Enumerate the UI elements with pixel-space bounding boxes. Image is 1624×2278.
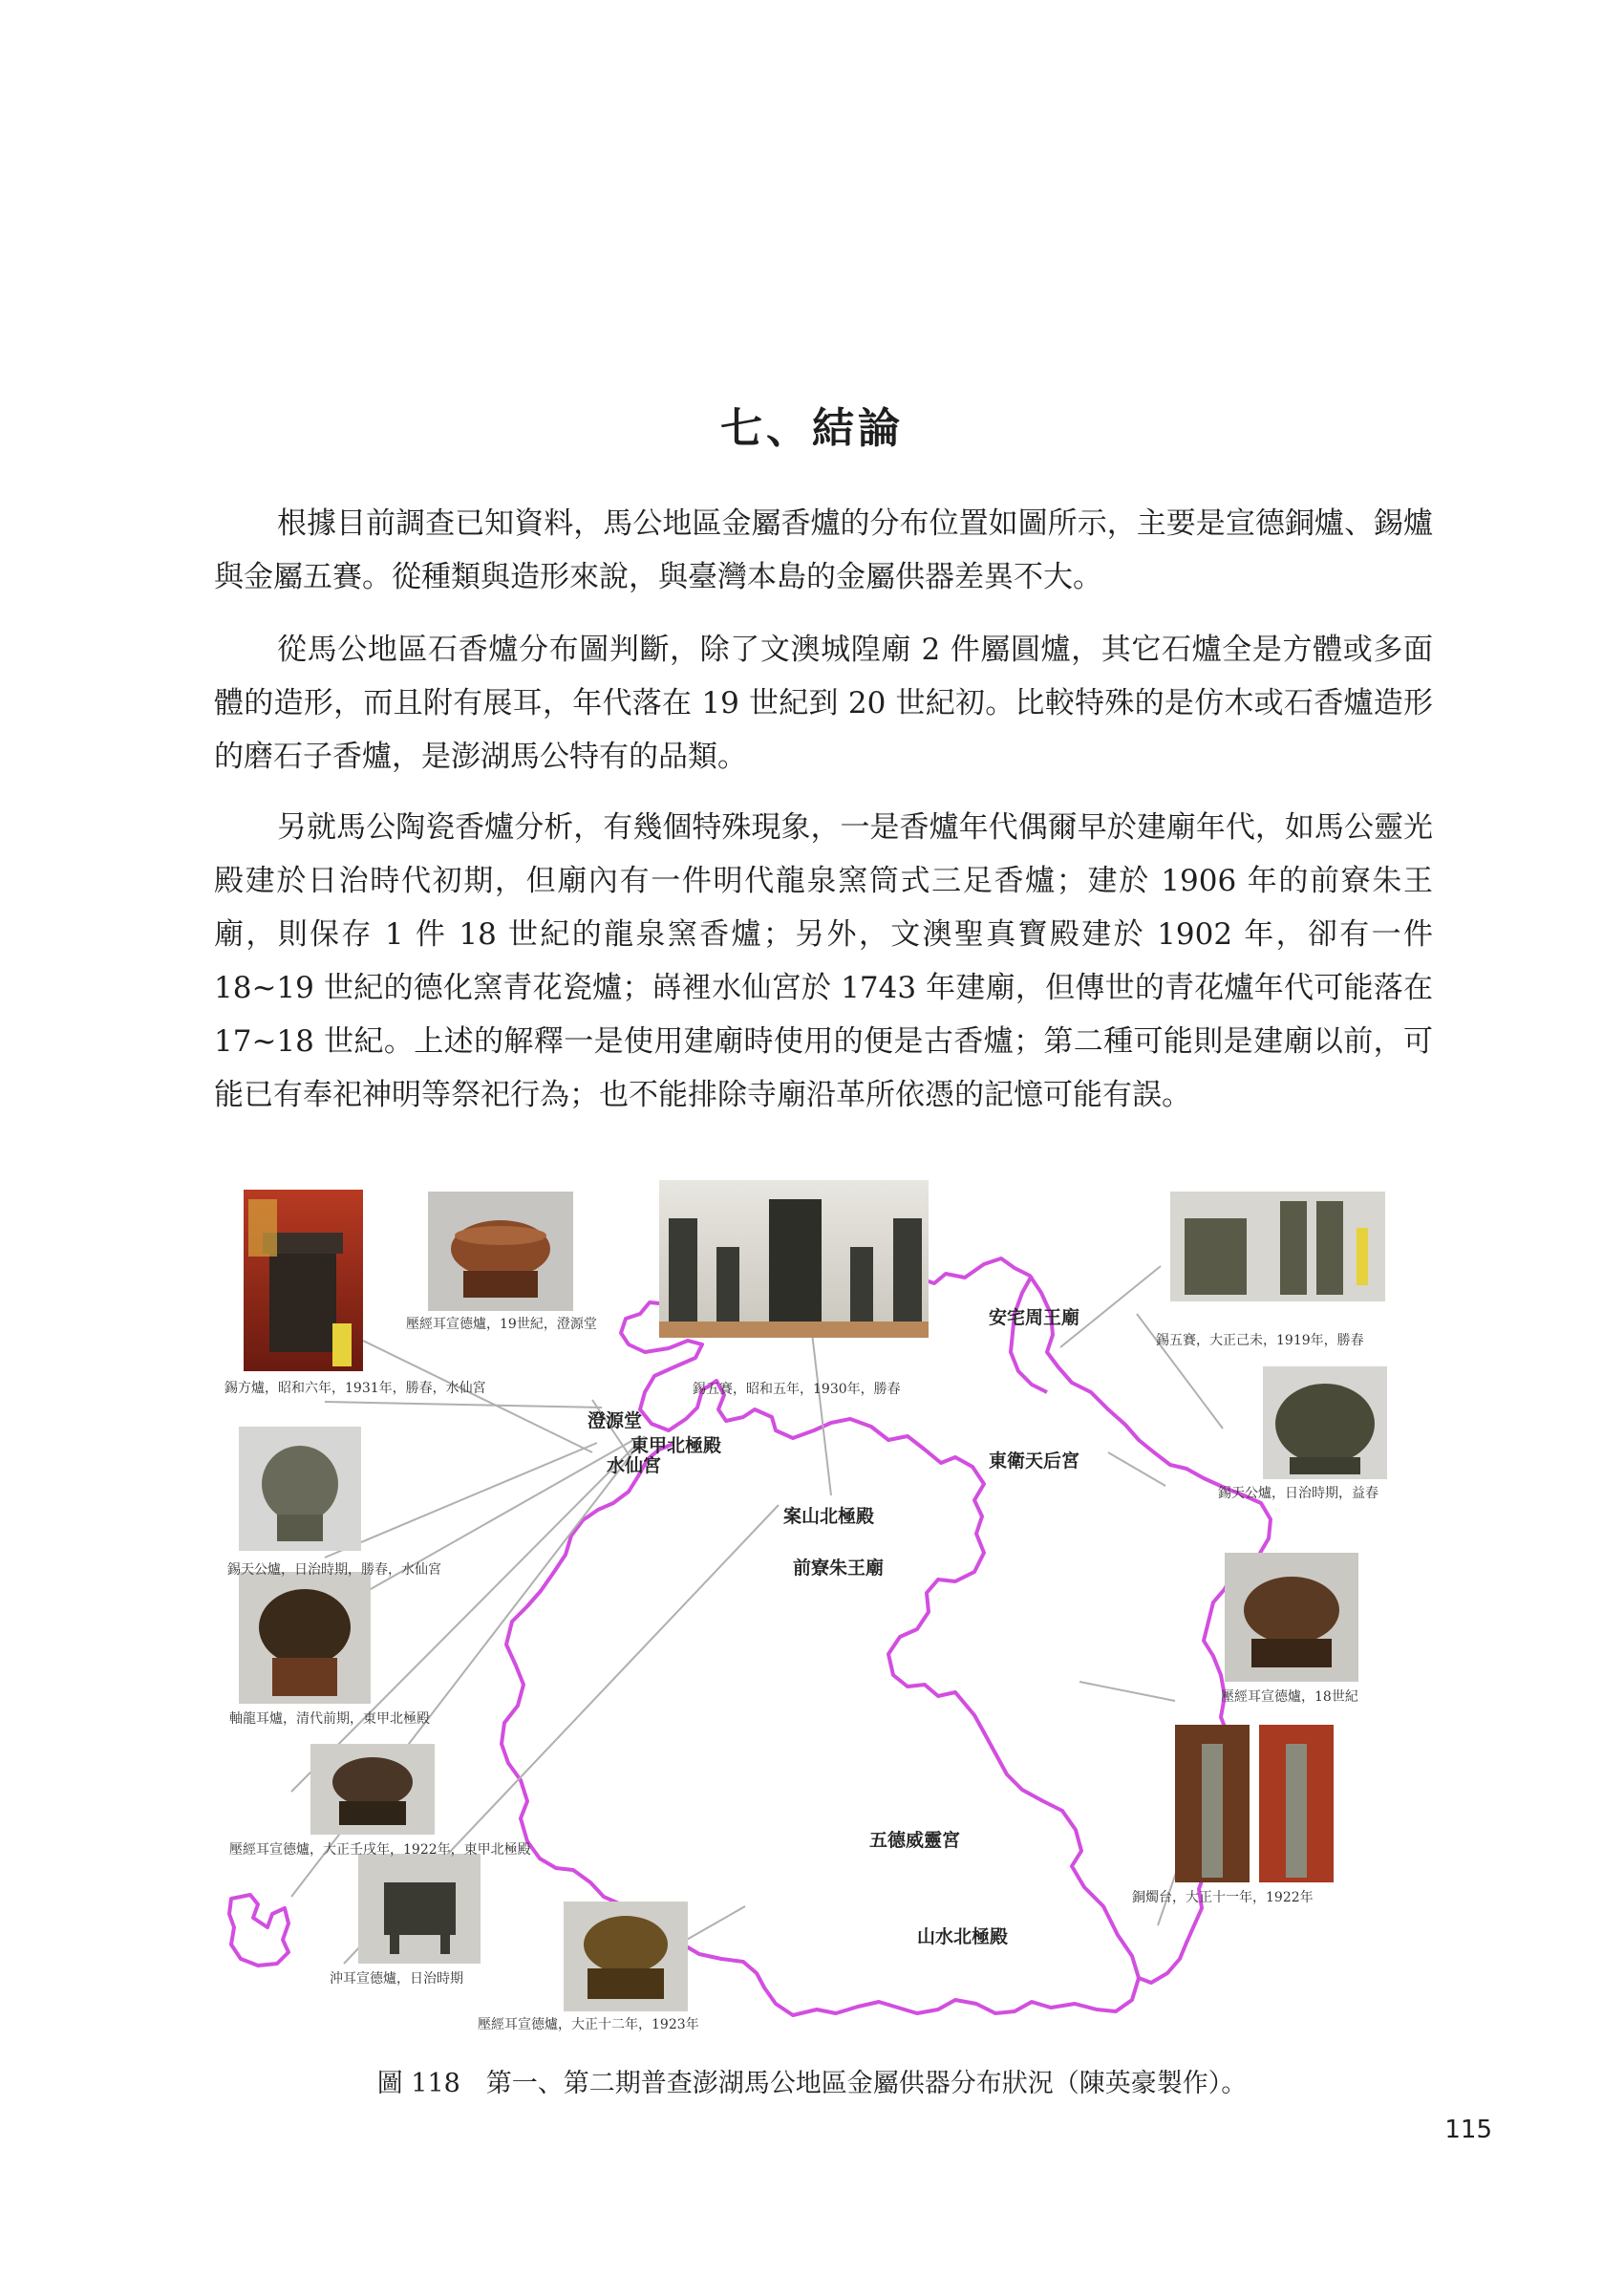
figure-caption: 圖 118 第一、第二期普查澎湖馬公地區金屬供器分布狀況（陳英豪製作）。: [376, 2069, 1248, 2098]
map-svg: [220, 1180, 1433, 2040]
temple-label: 水仙宮: [607, 1455, 662, 1476]
photo-tin-tiangong-censer-yichun: [1263, 1366, 1387, 1479]
photo-caption: 壓經耳宣德爐，19世紀，澄源堂: [406, 1317, 597, 1332]
photo-tin-five-set-1919: [1170, 1192, 1385, 1301]
photo-caption: 壓經耳宣德爐，大正十二年，1923年: [478, 2017, 699, 2032]
temple-label: 安宅周王廟: [989, 1307, 1080, 1328]
photo-caption: 軸龍耳爐，清代前期，東甲北極殿: [229, 1711, 430, 1727]
distribution-map-figure: [220, 1180, 1433, 2040]
photo-xuande-censer-19c: [428, 1192, 573, 1311]
temple-labels: [588, 1306, 1079, 1947]
temple-label: 案山北極殿: [783, 1506, 875, 1527]
page-number: 115: [1444, 2116, 1492, 2144]
photo-dragon-ear-censer: [239, 1572, 371, 1704]
temple-label: 五德威靈宮: [869, 1830, 961, 1851]
photo-caption: 錫天公爐，日治時期，勝春，水仙宮: [227, 1562, 441, 1578]
section-title: 七、結論: [720, 404, 904, 453]
temple-label: 前寮朱王廟: [793, 1558, 885, 1579]
photo-tin-square-censer: [244, 1190, 363, 1371]
temple-label: 東甲北極殿: [630, 1435, 722, 1456]
photo-xuande-censer-1922: [310, 1744, 435, 1835]
temple-label: 澄源堂: [588, 1410, 643, 1431]
photo-caption: 銅燭台，大正十一年，1922年: [1132, 1890, 1314, 1905]
photo-caption: 錫方爐，昭和六年，1931年，勝春，水仙宮: [224, 1381, 486, 1396]
photo-tin-five-set-1930: [659, 1180, 929, 1338]
photo-caption: 錫五賽，大正己未，1919年，勝春: [1156, 1333, 1364, 1348]
temple-label: 東衛天后宮: [989, 1451, 1080, 1472]
photo-caption: 錫天公爐，日治時期，益春: [1218, 1486, 1378, 1501]
photo-xuande-censer-1923: [564, 1902, 688, 2011]
photo-tin-tiangong-censer-shuixian: [239, 1427, 361, 1551]
paragraph-3: 另就馬公陶瓷香爐分析，有幾個特殊現象，一是香爐年代偶爾早於建廟年代，如馬公靈光殿建於日治時代初期，但廟內有一件明代龍泉窯筒式三足香爐；建於 1906 年的前寮朱王廟，則保存 1 件 18 世紀的龍泉窯香爐；另外，文澳聖真寶殿建於 1902 年，卻有一件 18~19 世紀的德化窯青花瓷爐；嵵裡水仙宮於 1743 年建廟，但傳世的青花爐年代可能落在 17~18 世紀。上述的解釋一是使用建廟時使用的便是古香爐；第二種可能則是建廟以前，可能已有奉祀神明等祭祀行為；也不能排除寺廟沿革所依憑的記憶可能有誤。: [214, 810, 1433, 1112]
photo-caption: 錫五賽，昭和五年，1930年，勝春: [693, 1382, 901, 1397]
photo-caption: 壓經耳宣德爐，18世紀: [1221, 1689, 1358, 1705]
paragraph-2: 從馬公地區石香爐分布圖判斷，除了文澳城隍廟 2 件屬圓爐，其它石爐全是方體或多面體的造形，而且附有展耳，年代落在 19 世紀到 20 世紀初。比較特殊的是仿木或石香爐造形的磨石子香爐，是澎湖馬公特有的品類。: [214, 633, 1433, 774]
photo-chong-ear-censer: [358, 1854, 481, 1964]
photo-caption: 沖耳宣德爐，日治時期: [330, 1971, 463, 1987]
photo-caption: 壓經耳宣德爐，大正壬戌年，1922年，東甲北極殿: [229, 1842, 531, 1858]
photo-xuande-censer-18c: [1225, 1553, 1358, 1682]
paragraph-1: 根據目前調查已知資料，馬公地區金屬香爐的分布位置如圖所示，主要是宣德銅爐、錫爐與金屬五賽。從種類與造形來說，與臺灣本島的金屬供器差異不大。: [214, 506, 1433, 594]
temple-label: 山水北極殿: [917, 1926, 1009, 1947]
photo-bronze-candlestick: [1175, 1725, 1334, 1882]
